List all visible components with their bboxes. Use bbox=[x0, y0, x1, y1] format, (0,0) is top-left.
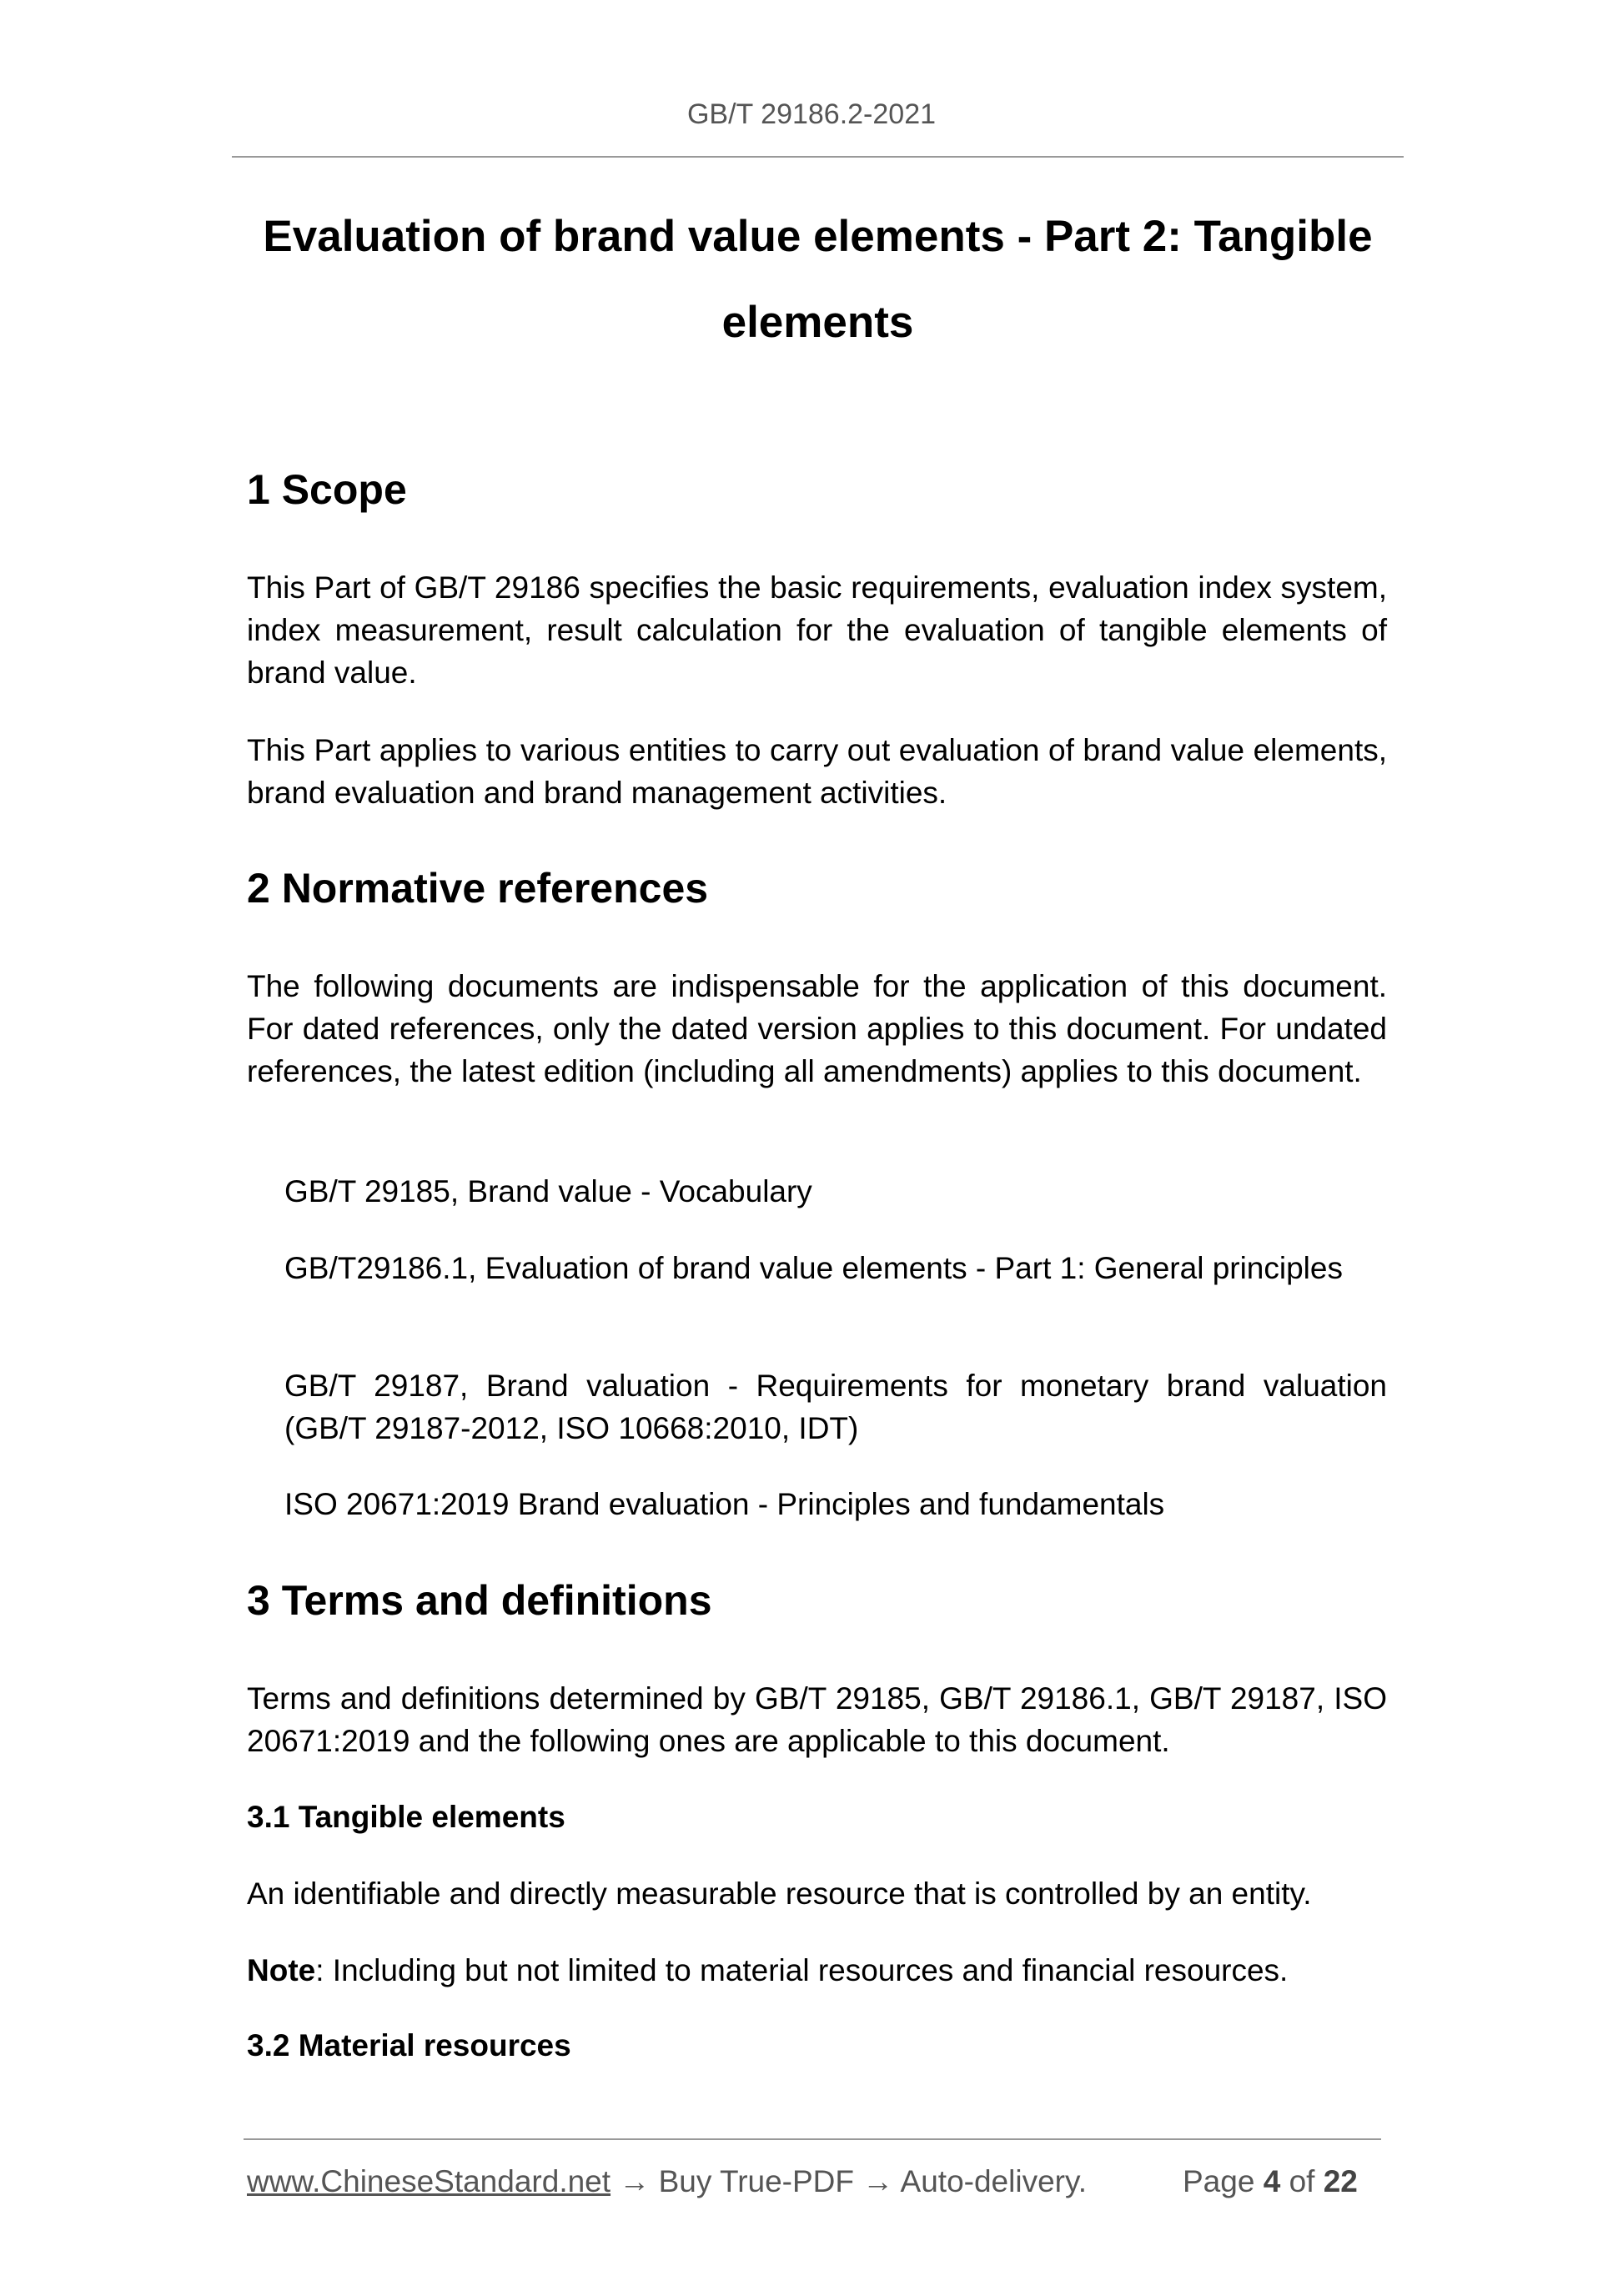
normative-paragraph: The following documents are indispensable for the application of this document. For dated references, only the dated version applies to this document. For undated references, the latest edition (including all amendments) applies to this document. bbox=[247, 969, 1387, 1088]
website-link[interactable]: www.ChineseStandard.net bbox=[247, 2164, 611, 2198]
scope-paragraph-2: This Part applies to various entities to carry out evaluation of brand value elements, brand evaluation and brand management activities. bbox=[247, 733, 1387, 810]
reference-item: GB/T 29185, Brand value - Vocabulary bbox=[284, 1174, 812, 1208]
current-page: 4 bbox=[1263, 2164, 1281, 2198]
arrow-right-icon: → bbox=[862, 2164, 894, 2198]
document-code-header: GB/T 29186.2-2021 bbox=[686, 98, 937, 130]
page-indicator bbox=[1183, 2160, 1358, 2203]
term-heading-3-2: 3.2 Material resources bbox=[247, 2028, 571, 2062]
note-label: Note bbox=[247, 1953, 316, 1987]
reference-item: GB/T29186.1, Evaluation of brand value elements - Part 1: General principles bbox=[284, 1251, 1343, 1285]
header-divider bbox=[232, 156, 1404, 158]
reference-item: ISO 20671:2019 Brand evaluation - Principles and fundamentals bbox=[284, 1487, 1165, 1521]
page-label: Page bbox=[1183, 2164, 1255, 2198]
reference-item: GB/T 29187, Brand valuation - Requirements for monetary brand valuation (GB/T 29187-2012, ISO 10668:2010, IDT) bbox=[284, 1369, 1387, 1445]
section-heading-normative-references: 2 Normative references bbox=[247, 865, 709, 912]
note-text: : Including but not limited to material resources and financial resources. bbox=[315, 1953, 1289, 1987]
term-heading-3-1: 3.1 Tangible elements bbox=[247, 1800, 565, 1834]
of-label: of bbox=[1289, 2164, 1315, 2198]
delivery-text: Auto-delivery. bbox=[900, 2164, 1088, 2198]
document-title bbox=[232, 193, 1404, 365]
term-definition-3-1: An identifiable and directly measurable resource that is controlled by an entity. bbox=[247, 1876, 1312, 1911]
section-heading-scope: 1 Scope bbox=[247, 466, 407, 513]
term-note bbox=[247, 1949, 1387, 1992]
arrow-right-icon: → bbox=[619, 2164, 651, 2198]
title-line-1: Evaluation of brand value elements - Part 2: Tangible bbox=[263, 212, 1373, 261]
scope-paragraph-1: This Part of GB/T 29186 specifies the basic requirements, evaluation index system, index measurement, result calculation for the evaluation of tangible elements of brand value. bbox=[247, 570, 1387, 690]
buy-text: Buy True-PDF bbox=[658, 2164, 855, 2198]
total-pages: 22 bbox=[1323, 2164, 1358, 2198]
footer-divider bbox=[244, 2138, 1381, 2140]
title-line-2: elements bbox=[721, 298, 914, 347]
section-heading-terms: 3 Terms and definitions bbox=[247, 1577, 712, 1624]
terms-paragraph: Terms and definitions determined by GB/T 29185, GB/T 29186.1, GB/T 29187, ISO 20671:2019 and the following ones are applicable to this document. bbox=[247, 1681, 1387, 1758]
footer-promo bbox=[247, 2160, 1087, 2203]
